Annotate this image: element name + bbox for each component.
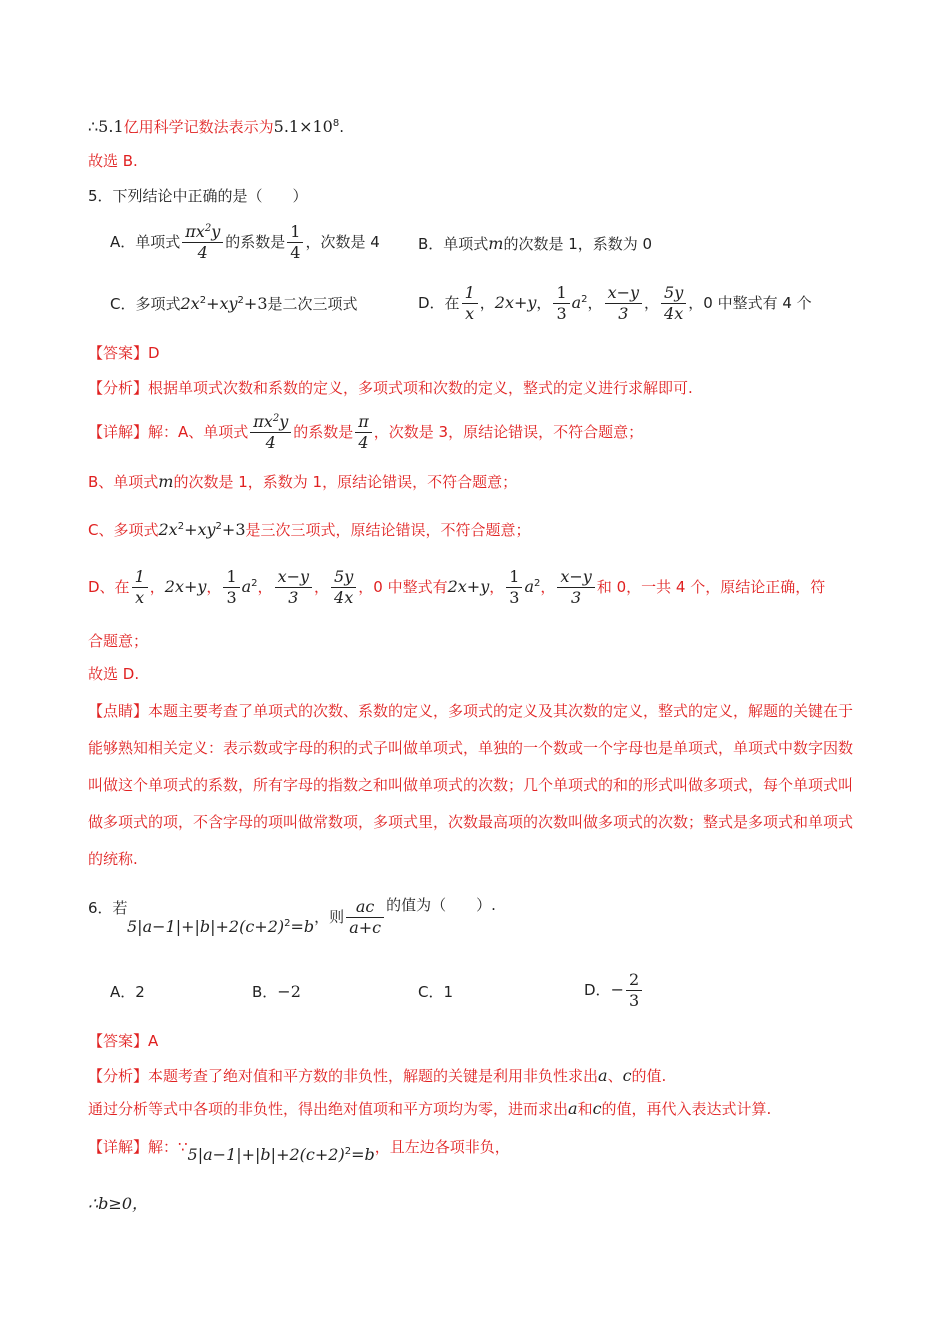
q5-detail-a-fraction <box>250 412 291 453</box>
q5-detail-d-f2b-num: 1 <box>506 567 522 588</box>
q5-detail-d-asupb: 2 <box>533 578 541 589</box>
q5-stem: 5．下列结论中正确的是（ ） <box>88 187 308 205</box>
q5-detail-d-f3b-num: x−y <box>557 567 594 588</box>
q5-detail-d-asup: 2 <box>251 578 258 589</box>
q5-a-mid: 的系数是 <box>225 233 286 251</box>
q5-detail-d-f4-num: 5y <box>331 567 356 588</box>
q5-detail-a-label: 【详解】解：A、单项式 <box>88 423 249 441</box>
q5-d-f3-den: 3 <box>618 304 629 323</box>
q5-a-end: ，次数是 4 <box>305 233 380 251</box>
q5-detail-d-f3-num: x−y <box>275 567 312 588</box>
q6-d-sign: − <box>610 980 624 999</box>
q5-detail-b-end: 的次数是 1，系数为 1，原结论错误，不符合题意； <box>173 473 518 491</box>
q6-frac-num: ac <box>346 897 384 918</box>
q5-option-a-fraction <box>182 222 223 263</box>
q5-detail-d-f2 <box>223 567 239 608</box>
q5-d-f2-num: 1 <box>553 283 569 304</box>
q5-detail-a-den: 4 <box>265 433 276 452</box>
q5-detail-d-ab: a <box>524 577 534 596</box>
q5-b-end: 的次数是 1，系数为 0 <box>503 235 653 253</box>
q5-d-frac1 <box>462 283 478 324</box>
q5-detail-a-sup: 2 <box>272 413 280 424</box>
intro-line <box>88 116 344 138</box>
q5-detail-c-e2: +xy <box>184 520 216 539</box>
q5-option-a-label: A．单项式 <box>110 233 181 251</box>
q5-d-label: D．在 <box>418 294 460 312</box>
q5-c-expr2: +xy <box>206 294 238 313</box>
q5-detail-d-end: 和 0，一共 4 个，原结论正确，符 <box>596 578 826 596</box>
intro-exp: 8 <box>332 118 340 129</box>
q5-detail-d-f3 <box>275 567 312 608</box>
q6-conclusion <box>88 1193 148 1215</box>
q6-d-den: 3 <box>628 991 640 1010</box>
q5-option-a <box>110 222 380 263</box>
q5-d-frac4 <box>661 283 686 324</box>
q5-detail-a-num: πx <box>253 412 273 431</box>
q6-equation <box>127 897 496 938</box>
q5-detail-d-label: D、在 <box>88 578 130 596</box>
q5-detail-c-label: C、多项式 <box>88 521 159 539</box>
q5-detail-d-f4 <box>331 567 356 608</box>
q5-detail-d <box>88 567 825 608</box>
q6-analysis-2-text: 通过分析等式中各项的非负性，得出绝对值项和平方项均为零，进而求出 <box>88 1100 569 1118</box>
q5-detail-c-s2: 2 <box>215 521 222 532</box>
q5-detail-d-mid: ，0 中整式有 <box>358 578 448 596</box>
q5-d-a: a <box>571 293 582 312</box>
q5-detail-d-t1b: 2x+y <box>447 577 490 596</box>
q6-frac-den: a+c <box>349 918 382 937</box>
q6-detail-end: ，且左边各项非负， <box>374 1138 510 1156</box>
q5-detail-d-sep1: ， <box>149 578 165 596</box>
q5-detail-d-sep5: ， <box>489 578 505 596</box>
q5-detail-d-f2b-den: 3 <box>509 588 520 607</box>
q5-c-label: C．多项式 <box>110 295 181 313</box>
q5-choice: 故选 D. <box>88 665 140 683</box>
q5-comment: 【点睛】本题主要考查了单项式的次数、系数的定义，多项式的定义及其次数的定义，整式的定义，解题的关键在于能够熟知相关定义：表示数或字母的积的式子叫做单项式，单独的一个数或一个字母也是单项式，单项式中数字因数叫做这个单项式的系数，所有字母的指数之和叫做单项式的次数；几个单项式的和的形式叫做多项式，每个单项式叫做多项式的项，不含字母的项叫做常数项，多项式里，次数最高项的次数叫做多项式的次数；整式是多项式和单项式的统称. <box>88 702 854 868</box>
q5-detail-a-fden: 4 <box>358 433 369 452</box>
q5-d-f1-num: 1 <box>462 283 478 304</box>
q5-detail-d-f2-num: 1 <box>223 567 239 588</box>
q6-stem <box>88 897 128 919</box>
q6-analysis-2-and: 和 <box>577 1100 593 1118</box>
q5-a-num: πx <box>185 222 205 241</box>
q6-d-fraction <box>626 970 642 1011</box>
q5-detail-c-e1: 2x <box>158 520 178 539</box>
q5-detail-d-f3b-den: 3 <box>571 588 582 607</box>
q6-b-val: −2 <box>277 982 301 1001</box>
q5-b-label: B．单项式 <box>418 235 489 253</box>
q5-d-sep3: ， <box>587 294 603 312</box>
q5-d-t1: 2x+y <box>494 293 537 312</box>
q5-a-den: 4 <box>197 243 208 262</box>
q5-a-sup: 2 <box>204 223 212 234</box>
q6-stem-mid: ，则 <box>314 908 345 926</box>
q6-stem-end: 的值为（ ）. <box>386 896 496 914</box>
q6-analysis-1 <box>88 1065 666 1087</box>
q6-d-num: 2 <box>626 970 642 991</box>
q5-c-end: 是二次三项式 <box>267 295 358 313</box>
q5-d-sep1: ， <box>479 294 495 312</box>
q6-analysis-a: a <box>598 1066 608 1085</box>
q5-b-var: m <box>488 234 504 253</box>
q5-detail-a-end: ，次数是 3，原结论错误，不符合题意； <box>373 423 644 441</box>
q5-detail-d-f1-num: 1 <box>132 567 148 588</box>
q5-d-f3-num: x−y <box>605 283 642 304</box>
q6-analysis-2-c: c <box>592 1099 602 1118</box>
q6-fraction <box>346 897 384 938</box>
q5-d-sep2: ， <box>536 294 552 312</box>
q5-detail-a-num2: y <box>279 412 289 431</box>
q5-c-expr3: +3 <box>243 294 268 313</box>
q5-detail-d-f1-den: x <box>135 588 145 607</box>
q6-option-b <box>252 981 301 1003</box>
q6-option-a: A．2 <box>110 983 145 1001</box>
q6-conclusion-text: ∴b≥0， <box>88 1194 149 1213</box>
q5-answer: 【答案】D <box>88 344 160 362</box>
q5-detail-d-f2b <box>506 567 522 608</box>
q5-d-frac2 <box>553 283 569 324</box>
q5-option-b <box>418 233 652 255</box>
q5-detail-c-s1: 2 <box>177 521 185 532</box>
q5-detail-d-f4-den: 4x <box>334 588 354 607</box>
q6-analysis-sep: 、 <box>607 1067 623 1085</box>
q5-detail-c-end: 是三次三项式，原结论错误，不符合题意； <box>245 521 531 539</box>
q5-d-f1-den: x <box>465 304 475 323</box>
q5-a-coef-fraction <box>287 222 303 263</box>
q5-c-expr1: 2x <box>180 294 200 313</box>
q5-d-f4-num: 5y <box>661 283 686 304</box>
q5-detail-d-f1 <box>132 567 148 608</box>
q5-c-sup1: 2 <box>199 295 207 306</box>
q5-detail-d-cont: 合题意； <box>88 632 149 650</box>
q6-analysis-2-end: 的值，再代入表达式计算. <box>601 1100 772 1118</box>
q6-analysis-1-text: 【分析】本题考查了绝对值和平方数的非负性，解题的关键是利用非负性求出 <box>88 1067 599 1085</box>
q5-detail-d-sep2: ， <box>206 578 222 596</box>
q5-detail-d-f3-den: 3 <box>288 588 299 607</box>
q5-detail-b <box>88 471 517 493</box>
q5-detail-a-mid: 的系数是 <box>293 423 354 441</box>
q5-a-fnum: 1 <box>287 222 303 243</box>
intro-end: . <box>339 118 345 136</box>
q6-answer: 【答案】A <box>88 1032 159 1050</box>
q5-c-sup2: 2 <box>237 295 244 306</box>
q5-detail-c-e3: +3 <box>221 520 246 539</box>
therefore-value: ∴5.1 <box>88 117 124 136</box>
q5-detail-d-sep6: ， <box>540 578 556 596</box>
q5-detail-d-a: a <box>241 577 252 596</box>
q6-analysis-2-a: a <box>568 1099 578 1118</box>
q6-detail-sup: 2 <box>344 1146 352 1157</box>
q5-option-c <box>110 293 358 315</box>
q5-detail-d-sep3: ， <box>257 578 273 596</box>
q6-analysis-2 <box>88 1098 771 1120</box>
q5-a-fden: 4 <box>290 243 301 262</box>
q5-detail-a <box>88 412 643 453</box>
q6-option-c: C．1 <box>418 983 454 1001</box>
q5-d-asup: 2 <box>581 294 588 305</box>
q6-detail-eq: 5|a−1|+|b|+2(c+2) <box>187 1145 345 1164</box>
q5-detail-c <box>88 519 531 541</box>
q5-d-f2-den: 3 <box>556 304 567 323</box>
q5-d-frac3 <box>605 283 642 324</box>
q6-stem-prefix: 6．若 <box>88 899 128 917</box>
q5-option-d <box>418 283 812 324</box>
intro-expr: 5.1×10 <box>273 117 333 136</box>
q6-detail-eq-end: =b <box>351 1145 375 1164</box>
q6-b-label: B． <box>252 983 278 1001</box>
q6-analysis-end: 的值. <box>631 1067 667 1085</box>
q5-a-num2: y <box>211 222 221 241</box>
q5-detail-d-f2-den: 3 <box>226 588 237 607</box>
intro-text: 亿用科学记数法表示为 <box>123 118 274 136</box>
q6-detail-label: 【详解】解：∵ <box>88 1138 188 1156</box>
q5-detail-a-coef <box>355 412 372 453</box>
q5-d-sep4: ， <box>644 294 660 312</box>
q5-detail-b-label: B、单项式 <box>88 473 159 491</box>
q5-d-f4-den: 4x <box>664 304 684 323</box>
q5-detail-d-sep4: ， <box>314 578 330 596</box>
q6-d-label: D． <box>584 981 611 999</box>
q5-analysis: 【分析】根据单项式次数和系数的定义，多项式项和次数的定义，整式的定义进行求解即可. <box>88 379 693 397</box>
q6-equation-body: 5|a−1|+|b|+2(c+2) <box>127 917 285 936</box>
q5-detail-b-var: m <box>158 472 174 491</box>
q6-detail <box>88 1136 510 1164</box>
q5-detail-d-t1: 2x+y <box>164 577 207 596</box>
q5-d-end: ，0 中整式有 4 个 <box>688 294 812 312</box>
q6-option-d <box>584 970 644 1011</box>
q6-analysis-c: c <box>622 1066 632 1085</box>
q5-detail-d-f3b <box>557 567 594 608</box>
q6-equation-sup: 2 <box>284 918 291 929</box>
q6-equation-end: =b <box>290 917 315 936</box>
intro-choice: 故选 B. <box>88 152 138 170</box>
q5-detail-a-fnum: π <box>355 412 372 433</box>
